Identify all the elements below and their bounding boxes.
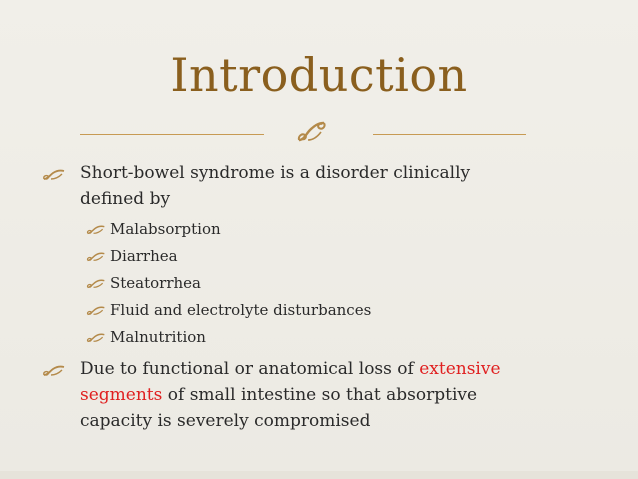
title-rule-left <box>80 134 264 135</box>
sub-item-diarrhea: Diarrhea <box>110 247 178 265</box>
scroll-ornament-icon <box>296 118 328 146</box>
sub-item-malabsorption: Malabsorption <box>110 220 221 238</box>
bullet-2-text-a: Due to functional or anatomical loss of <box>80 359 420 379</box>
slide-title: Introduction <box>170 48 468 102</box>
bullet-1-line-1: Short-bowel syndrome is a disorder clinically <box>80 163 471 183</box>
title-rule-right <box>373 134 526 135</box>
highlight-extensive: extensive <box>419 359 501 379</box>
curl-bullet-icon <box>42 364 66 378</box>
highlight-segments: segments <box>80 385 163 405</box>
sub-item-steatorrhea: Steatorrhea <box>110 274 202 292</box>
bullet-2-line-3: capacity is severely compromised <box>80 411 371 431</box>
sub-item-fluid-electrolyte: Fluid and electrolyte disturbances <box>110 301 372 319</box>
curl-bullet-icon <box>42 168 66 182</box>
curl-bullet-icon <box>86 224 106 236</box>
sub-item-malnutrition: Malnutrition <box>110 328 206 346</box>
bullet-1-line-2: defined by <box>80 189 171 209</box>
curl-bullet-icon <box>86 278 106 290</box>
curl-bullet-icon <box>86 332 106 344</box>
bullet-2-text-b: of small intestine so that absorptive <box>162 385 478 405</box>
curl-bullet-icon <box>86 251 106 263</box>
bullet-2-line-2 <box>80 385 477 405</box>
bullet-2-line-1 <box>80 359 501 379</box>
curl-bullet-icon <box>86 305 106 317</box>
footer-band <box>0 471 638 479</box>
